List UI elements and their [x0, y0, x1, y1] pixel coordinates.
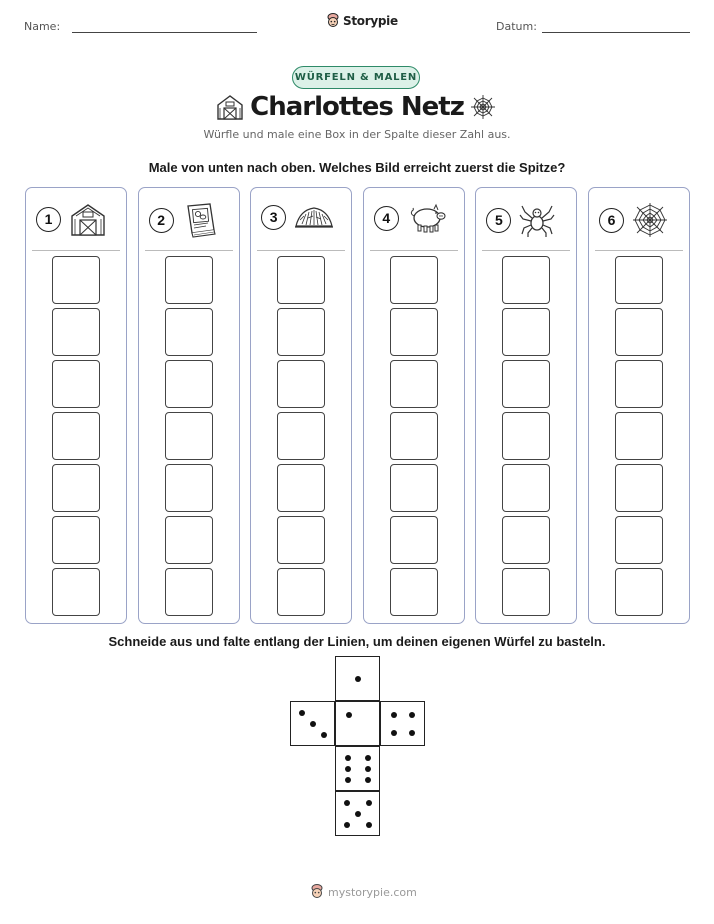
- pig-icon: [407, 202, 447, 234]
- color-box[interactable]: [52, 412, 100, 460]
- color-box[interactable]: [277, 412, 325, 460]
- color-box[interactable]: [390, 360, 438, 408]
- color-box[interactable]: [52, 516, 100, 564]
- color-box[interactable]: [277, 568, 325, 616]
- color-box[interactable]: [165, 256, 213, 304]
- die-face-six: [335, 746, 380, 791]
- cut-instruction: Schneide aus und falte entlang der Linien, um deinen eigenen Würfel zu basteln.: [108, 634, 606, 649]
- color-box[interactable]: [615, 412, 663, 460]
- column-4: [363, 187, 465, 624]
- column-2: [138, 187, 240, 624]
- color-box[interactable]: [615, 516, 663, 564]
- name-label: Name:: [24, 20, 61, 33]
- die-face-one: [335, 701, 380, 746]
- color-box[interactable]: [277, 516, 325, 564]
- column-5: [475, 187, 577, 624]
- storypie-logo-icon: [326, 13, 340, 29]
- spider-icon: [519, 202, 555, 238]
- column-divider: [257, 250, 345, 251]
- color-box[interactable]: [390, 568, 438, 616]
- die-net: [290, 656, 425, 836]
- color-box[interactable]: [502, 308, 550, 356]
- color-box[interactable]: [615, 256, 663, 304]
- color-box[interactable]: [165, 308, 213, 356]
- footer: [310, 884, 417, 900]
- color-box[interactable]: [502, 464, 550, 512]
- page-title: Charlottes Netz: [250, 92, 464, 122]
- color-box[interactable]: [615, 568, 663, 616]
- color-box[interactable]: [502, 568, 550, 616]
- color-box[interactable]: [502, 412, 550, 460]
- column-number: 2: [149, 208, 174, 233]
- color-box[interactable]: [165, 464, 213, 512]
- column-divider: [370, 250, 458, 251]
- color-box[interactable]: [52, 360, 100, 408]
- book-icon: [182, 202, 218, 238]
- color-box[interactable]: [502, 516, 550, 564]
- color-box[interactable]: [502, 256, 550, 304]
- color-box[interactable]: [615, 464, 663, 512]
- color-box[interactable]: [52, 256, 100, 304]
- spider-web-icon: [469, 94, 497, 125]
- color-box[interactable]: [52, 308, 100, 356]
- column-number: 1: [36, 207, 61, 232]
- die-face-five: [335, 791, 380, 836]
- color-box[interactable]: [390, 412, 438, 460]
- color-box[interactable]: [502, 360, 550, 408]
- column-divider: [595, 250, 683, 251]
- color-box[interactable]: [277, 308, 325, 356]
- column-number: 6: [599, 208, 624, 233]
- column-1: [25, 187, 127, 624]
- color-box[interactable]: [390, 308, 438, 356]
- color-box[interactable]: [615, 360, 663, 408]
- color-box[interactable]: [165, 360, 213, 408]
- color-box[interactable]: [277, 256, 325, 304]
- dice-columns: [25, 187, 690, 624]
- category-badge: WÜRFELN & MALEN: [292, 66, 420, 89]
- column-number: 3: [261, 205, 286, 230]
- color-box[interactable]: [390, 256, 438, 304]
- color-box[interactable]: [615, 308, 663, 356]
- date-line: [542, 32, 690, 33]
- column-number: 5: [486, 208, 511, 233]
- name-line: [72, 32, 257, 33]
- brand-logo: [326, 13, 398, 29]
- page-subtitle: Würfle und male eine Box in der Spalte dieser Zahl aus.: [203, 128, 511, 141]
- color-box[interactable]: [277, 360, 325, 408]
- storypie-logo-icon: [310, 884, 324, 900]
- column-divider: [482, 250, 570, 251]
- game-instruction: Male von unten nach oben. Welches Bild erreicht zuerst die Spitze?: [148, 160, 566, 175]
- brand-name: Storypie: [343, 14, 398, 28]
- haystack-icon: [294, 202, 334, 232]
- color-box[interactable]: [165, 516, 213, 564]
- column-divider: [145, 250, 233, 251]
- color-box[interactable]: [277, 464, 325, 512]
- color-box[interactable]: [390, 464, 438, 512]
- die-face-four: [380, 701, 425, 746]
- color-box[interactable]: [165, 412, 213, 460]
- column-3: [250, 187, 352, 624]
- footer-url: mystorypie.com: [328, 885, 417, 899]
- spider-web-icon: [632, 202, 668, 238]
- column-divider: [32, 250, 120, 251]
- color-box[interactable]: [52, 568, 100, 616]
- color-box[interactable]: [390, 516, 438, 564]
- color-box[interactable]: [52, 464, 100, 512]
- column-6: [588, 187, 690, 624]
- column-number: 4: [374, 206, 399, 231]
- die-face-one: [335, 656, 380, 701]
- date-label: Datum:: [496, 20, 537, 33]
- color-box[interactable]: [165, 568, 213, 616]
- die-face-three: [290, 701, 335, 746]
- barn-icon: [69, 202, 107, 236]
